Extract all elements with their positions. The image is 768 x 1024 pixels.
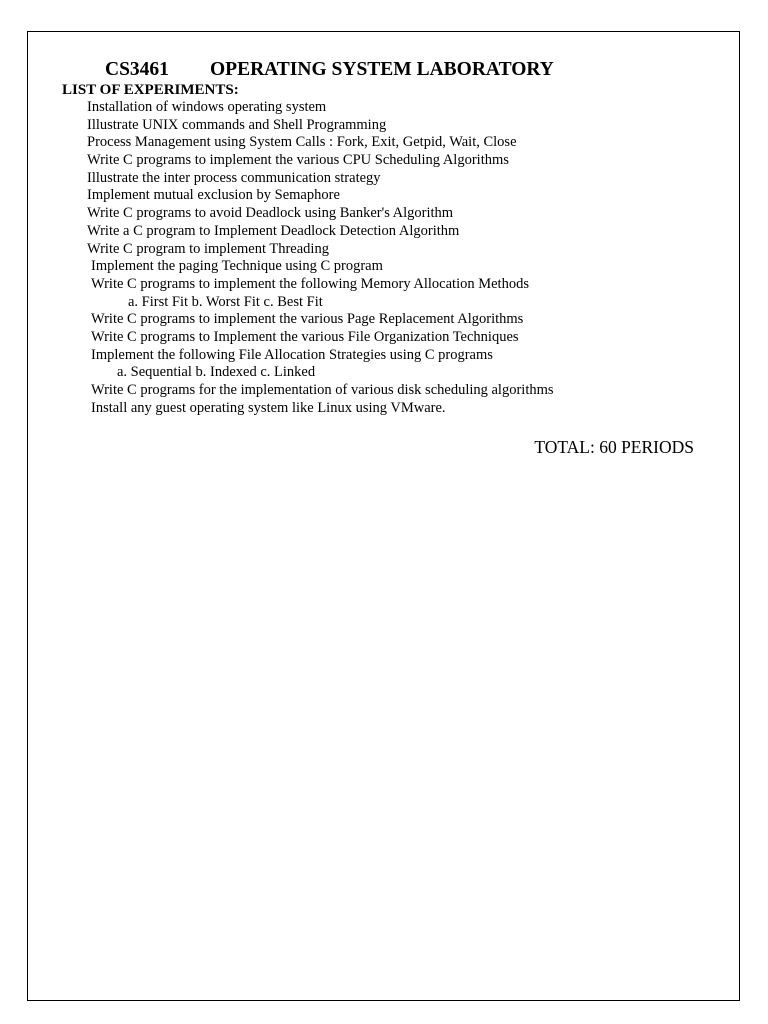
list-item-text: Installation of windows operating system xyxy=(87,99,327,115)
page-title xyxy=(105,58,554,82)
list-item-text: Illustrate the inter process communication strategy xyxy=(87,169,381,186)
list-item-text: Illustrate UNIX commands and Shell Programming xyxy=(87,116,387,133)
total-periods: TOTAL: 60 PERIODS xyxy=(534,437,694,457)
list-item-text: Install any guest operating system like Linux using VMware. xyxy=(91,399,446,416)
sub-item-text: a. First Fit b. Worst Fit c. Best Fit xyxy=(128,293,323,310)
course-code: CS3461 xyxy=(105,59,169,80)
list-item-text: Write C programs to implement the following Memory Allocation Methods xyxy=(91,275,529,292)
list-item-text: Write C programs to avoid Deadlock using Banker's Algorithm xyxy=(87,205,454,222)
list-item-text: Implement the paging Technique using C program xyxy=(91,258,383,275)
list-item-text: Write C programs for the implementation of various disk scheduling algorithms xyxy=(91,382,554,398)
list-item-text: Write C programs to Implement the various File Organization Techniques xyxy=(91,328,519,345)
list-item-text: Implement mutual exclusion by Semaphore xyxy=(87,187,340,204)
sub-item-text: a. Sequential b. Indexed c. Linked xyxy=(117,364,316,381)
list-item-text: Write C programs to implement the various CPU Scheduling Algorithms xyxy=(87,152,509,169)
section-heading: LIST OF EXPERIMENTS: xyxy=(62,82,239,98)
list-item-text: Write C programs to implement the various Page Replacement Algorithms xyxy=(91,311,524,328)
list-item-text: Implement the following File Allocation Strategies using C programs xyxy=(91,346,493,363)
list-item-text: Write C program to implement Threading xyxy=(87,240,329,257)
list-item-text: Process Management using System Calls : Fork, Exit, Getpid, Wait, Close xyxy=(87,134,517,151)
list-item-text: Write a C program to Implement Deadlock Detection Algorithm xyxy=(87,222,460,239)
course-title: OPERATING SYSTEM LABORATORY xyxy=(210,59,554,80)
